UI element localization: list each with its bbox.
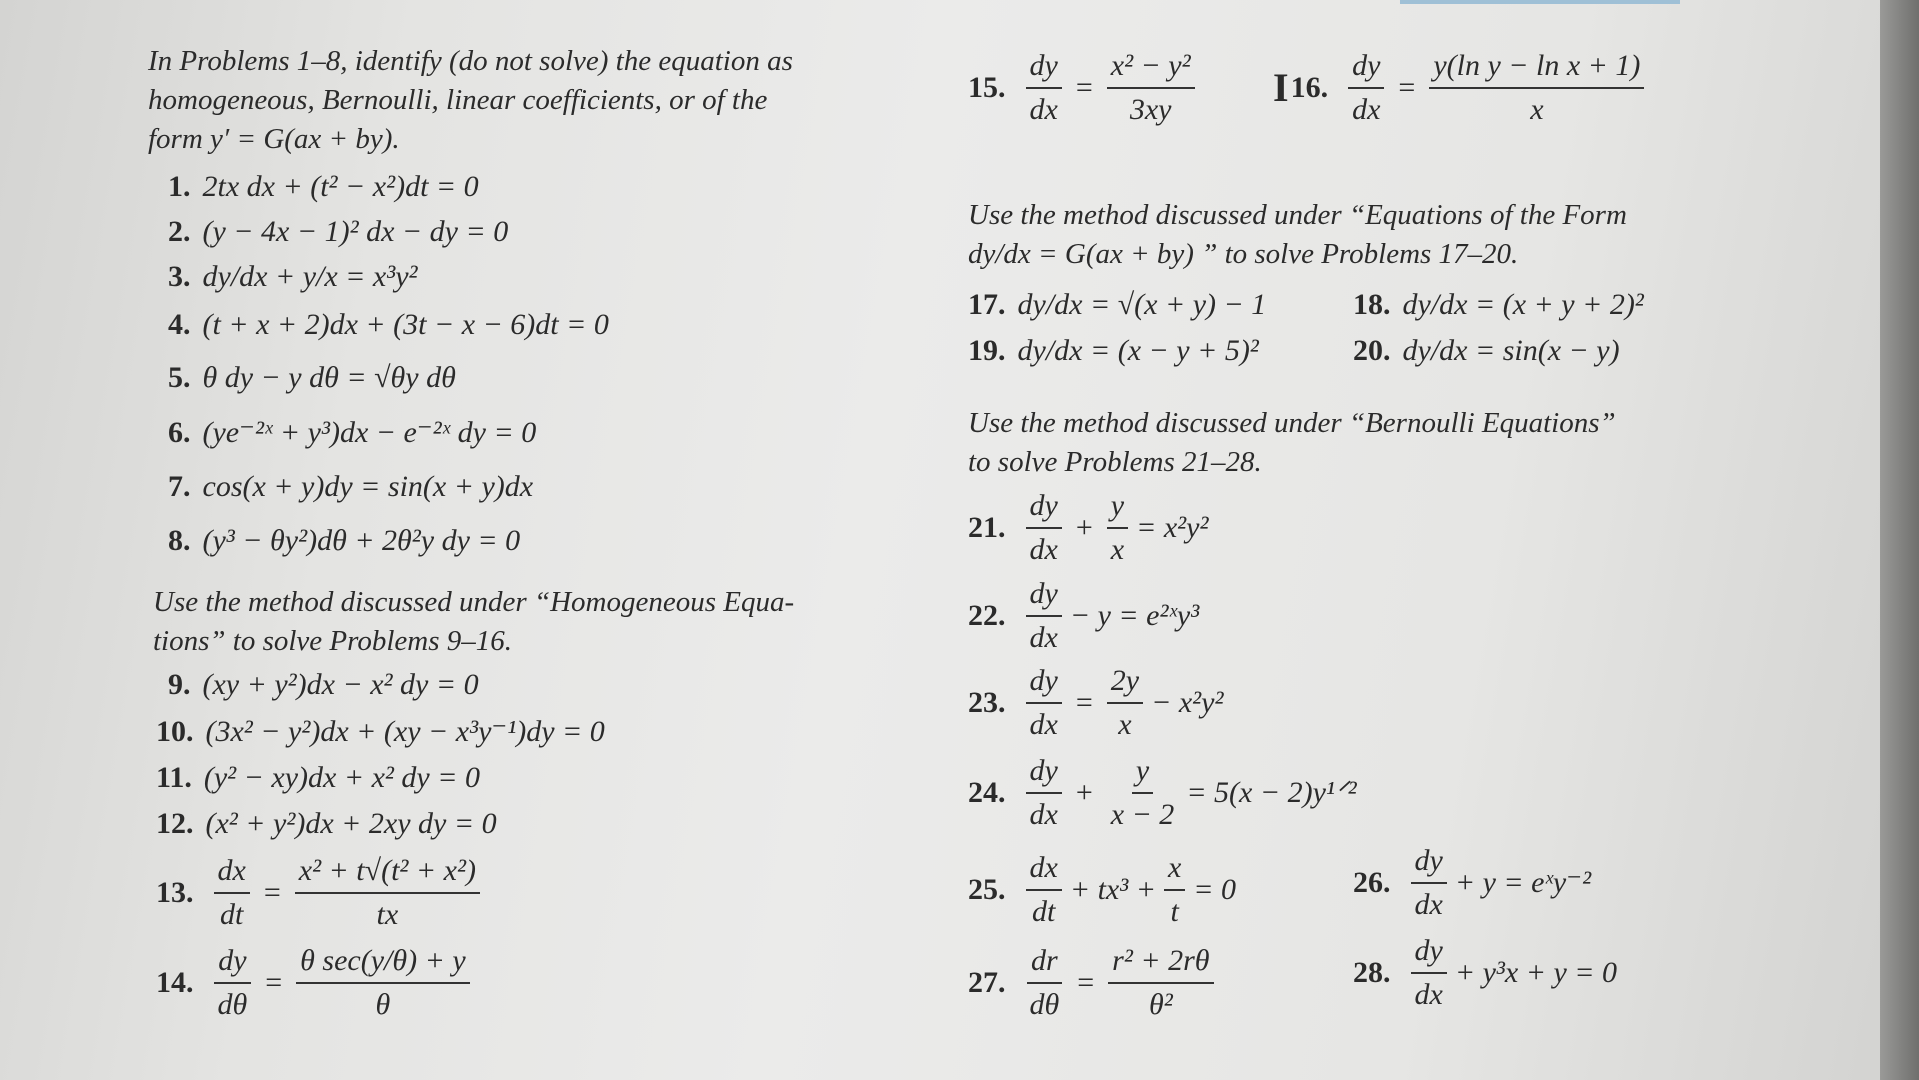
fraction	[295, 855, 480, 930]
problem-14	[156, 945, 478, 1020]
operator: +	[1075, 775, 1093, 809]
numerator: 2y	[1107, 665, 1143, 704]
equation-remainder: + y³x + y = 0	[1454, 955, 1618, 989]
equals-sign: =	[263, 875, 281, 909]
numerator: dy	[1026, 578, 1062, 617]
top-edge-strip	[1400, 0, 1680, 4]
g-form-instructions	[968, 196, 1627, 274]
problem-26	[1353, 845, 1591, 920]
problem-number: 21.	[968, 510, 1006, 544]
problem-equation: (y³ − θy²)dθ + 2θ²y dy = 0	[202, 524, 521, 557]
problem-1	[168, 172, 479, 202]
problem-equation: (xy + y²)dx − x² dy = 0	[202, 668, 479, 701]
problem-23	[968, 665, 1223, 740]
problem-equation: dy/dx = sin(x − y)	[1402, 334, 1620, 367]
fraction	[1107, 50, 1195, 125]
problem-number: 5.	[168, 361, 191, 394]
problem-number: 11.	[156, 761, 192, 794]
problem-number: 7.	[168, 470, 191, 503]
fraction	[1107, 665, 1143, 740]
denominator: dx	[1414, 887, 1443, 921]
equation-remainder: − y = e²ˣy³	[1069, 598, 1200, 632]
problem-17	[968, 290, 1266, 320]
problem-3	[168, 262, 418, 292]
problem-number: 23.	[968, 685, 1006, 719]
problem-equation: (y² − xy)dx + x² dy = 0	[203, 761, 480, 794]
problem-number: 1.	[168, 170, 191, 203]
fraction	[1411, 845, 1447, 920]
problem-equation: θ dy − y dθ = √θy dθ	[202, 361, 456, 394]
fraction	[1411, 935, 1447, 1010]
fraction	[1107, 755, 1179, 830]
numerator: dy	[1026, 755, 1062, 794]
problem-11	[156, 763, 480, 793]
fraction	[1026, 852, 1062, 927]
problem-number: 9.	[168, 668, 191, 701]
problem-equation: dy/dx = (x − y + 5)²	[1017, 334, 1259, 367]
numerator: x² − y²	[1107, 50, 1195, 89]
bernoulli-instructions	[968, 404, 1616, 482]
numerator: dy	[1348, 50, 1384, 89]
denominator: t	[1170, 894, 1179, 928]
text-cursor-icon: I	[1273, 65, 1289, 110]
denominator: dx	[1029, 92, 1058, 126]
equation-remainder: = 5(x − 2)y¹ᐟ²	[1186, 776, 1357, 809]
problem-7	[168, 472, 533, 502]
instruction-line-2: dy/dx = G(ax + by) ” to solve Problems 17–20.	[968, 238, 1519, 270]
problem-equation: dy/dx = (x + y + 2)²	[1402, 288, 1644, 321]
denominator: θ²	[1148, 987, 1173, 1021]
numerator: y(ln y − ln x + 1)	[1429, 50, 1644, 89]
equation-remainder: = 0	[1193, 872, 1237, 906]
problem-equation: dy/dx + y/x = x³y²	[202, 260, 418, 293]
numerator: dy	[1026, 490, 1062, 529]
problem-number: 25.	[968, 872, 1006, 906]
equation-remainder: + y = eˣy⁻²	[1454, 866, 1592, 899]
problem-equation: (t + x + 2)dx + (3t − x − 6)dt = 0	[202, 308, 609, 341]
problem-number: 4.	[168, 308, 191, 341]
numerator: dx	[214, 855, 250, 894]
numerator: y	[1132, 755, 1153, 794]
problem-number: 17.	[968, 288, 1006, 321]
problem-number: 27.	[968, 965, 1006, 999]
problem-equation: (ye⁻²ˣ + y³)dx − e⁻²ˣ dy = 0	[202, 416, 537, 449]
problem-number: 19.	[968, 334, 1006, 367]
denominator: x − 2	[1110, 797, 1175, 831]
problem-number: 22.	[968, 598, 1006, 632]
denominator: x	[1110, 532, 1125, 566]
denominator: x	[1530, 92, 1544, 126]
problem-8	[168, 526, 520, 556]
operator: +	[1075, 510, 1093, 544]
problem-equation: (y − 4x − 1)² dx − dy = 0	[202, 215, 509, 248]
instruction-line-2: tions” to solve Problems 9–16.	[153, 625, 513, 657]
numerator: x² + t√(t² + x²)	[295, 855, 480, 894]
denominator: dθ	[217, 987, 248, 1021]
numerator: y	[1107, 490, 1128, 529]
equation-middle: + tx³ +	[1069, 872, 1156, 906]
intro-line-2: homogeneous, Bernoulli, linear coefficients, or of the	[148, 84, 768, 116]
problem-18	[1353, 290, 1644, 320]
fraction	[1429, 50, 1644, 125]
problem-number: 12.	[156, 807, 194, 840]
problem-21	[968, 490, 1208, 565]
denominator: tx	[376, 897, 399, 931]
denominator: dθ	[1029, 987, 1060, 1021]
problem-10	[156, 717, 605, 747]
instruction-line-1: Use the method discussed under “Bernoulli Equations”	[968, 407, 1616, 439]
intro-line-1: In Problems 1–8, identify (do not solve) the equation as	[148, 45, 793, 77]
denominator: dx	[1352, 92, 1381, 126]
fraction	[296, 945, 469, 1020]
problem-4	[168, 310, 609, 340]
fraction	[1026, 50, 1062, 125]
problem-25	[968, 852, 1236, 927]
instruction-line-2: to solve Problems 21–28.	[968, 446, 1262, 478]
problem-number: 20.	[1353, 334, 1391, 367]
fraction	[1026, 665, 1062, 740]
instruction-line-1: Use the method discussed under “Equations of the Form	[968, 199, 1627, 231]
problem-24	[968, 755, 1357, 830]
problem-number: 8.	[168, 524, 191, 557]
operator: =	[1075, 685, 1093, 719]
problem-6	[168, 418, 536, 448]
problem-number: 13.	[156, 875, 194, 909]
fraction	[214, 945, 252, 1020]
denominator: dx	[1029, 707, 1058, 741]
denominator: x	[1118, 707, 1132, 741]
fraction	[1108, 945, 1213, 1020]
problem-20	[1353, 336, 1620, 366]
instruction-line-1: Use the method discussed under “Homogeneous Equa-	[153, 586, 795, 618]
problem-16	[1273, 50, 1652, 125]
problem-15	[968, 50, 1203, 125]
fraction	[1026, 755, 1062, 830]
denominator: dt	[219, 897, 244, 931]
problem-9	[168, 670, 479, 700]
problem-number: 26.	[1353, 865, 1391, 899]
numerator: dy	[1411, 845, 1447, 884]
numerator: dr	[1027, 945, 1062, 984]
fraction	[1164, 852, 1185, 927]
problem-22	[968, 578, 1199, 653]
problem-12	[156, 809, 497, 839]
problem-number: 3.	[168, 260, 191, 293]
denominator: θ	[375, 987, 391, 1021]
fraction	[1348, 50, 1384, 125]
denominator: 3xy	[1129, 92, 1172, 126]
problem-number: 14.	[156, 965, 194, 999]
numerator: r² + 2rθ	[1108, 945, 1213, 984]
problem-number: 18.	[1353, 288, 1391, 321]
problem-28	[1353, 935, 1617, 1010]
equation-remainder: = x²y²	[1136, 510, 1209, 544]
numerator: dy	[1026, 665, 1062, 704]
problem-equation: dy/dx = √(x + y) − 1	[1017, 288, 1267, 321]
problem-13	[156, 855, 488, 930]
equation-remainder: − x²y²	[1151, 685, 1224, 719]
numerator: dy	[1411, 935, 1447, 974]
page-edge-shadow	[1880, 0, 1919, 1080]
equals-sign: =	[1075, 70, 1093, 104]
numerator: dx	[1026, 852, 1062, 891]
problem-equation: 2tx dx + (t² − x²)dt = 0	[202, 170, 479, 203]
numerator: θ sec(y/θ) + y	[296, 945, 469, 984]
intro-line-3: form y′ = G(ax + by).	[148, 123, 400, 155]
numerator: dy	[214, 945, 250, 984]
fraction	[214, 855, 250, 930]
fraction	[1026, 945, 1064, 1020]
denominator: dx	[1029, 797, 1058, 831]
problem-19	[968, 336, 1259, 366]
equals-sign: =	[265, 965, 283, 999]
problem-number: 28.	[1353, 955, 1391, 989]
problem-equation: (3x² − y²)dx + (xy − x³y⁻¹)dy = 0	[205, 715, 605, 748]
numerator: dy	[1026, 50, 1062, 89]
problem-number: 16.	[1290, 70, 1329, 104]
problem-number: 24.	[968, 775, 1006, 809]
fraction	[1026, 578, 1062, 653]
equals-sign: =	[1398, 70, 1416, 104]
problem-27	[968, 945, 1222, 1020]
problem-number: 10.	[156, 715, 194, 748]
denominator: dt	[1031, 894, 1056, 928]
problem-number: 6.	[168, 416, 191, 449]
intro-paragraph	[148, 42, 793, 159]
problem-2	[168, 217, 508, 247]
denominator: dx	[1029, 532, 1058, 566]
problem-5	[168, 363, 456, 393]
fraction	[1107, 490, 1128, 565]
homogeneous-instructions	[153, 583, 794, 661]
problem-equation: cos(x + y)dy = sin(x + y)dx	[202, 470, 534, 503]
problem-equation: (x² + y²)dx + 2xy dy = 0	[205, 807, 497, 840]
denominator: dx	[1029, 620, 1058, 654]
fraction	[1026, 490, 1062, 565]
denominator: dx	[1414, 977, 1443, 1011]
problem-number: 15.	[968, 70, 1006, 104]
problem-number: 2.	[168, 215, 191, 248]
operator: =	[1077, 965, 1095, 999]
numerator: x	[1164, 852, 1185, 891]
